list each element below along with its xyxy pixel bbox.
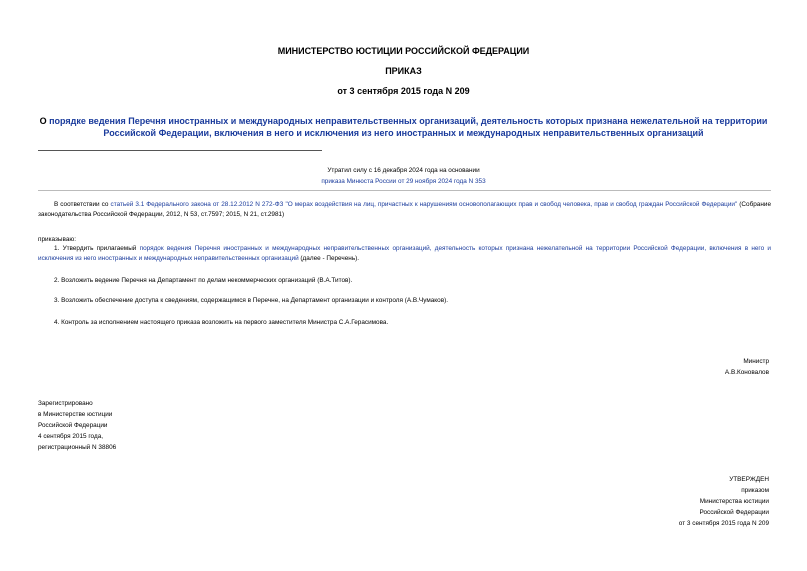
ministry-heading: МИНИСТЕРСТВО ЮСТИЦИИ РОССИЙСКОЙ ФЕДЕРАЦИИ (277, 46, 530, 56)
order-word: приказываю: (38, 236, 76, 243)
law-link[interactable]: статьей 3.1 Федерального закона от 28.12.2012 N 272-ФЗ "О мерах воздействия на лиц, причастных к нарушениям основополагающих прав и свобод человека, прав и свобод граждан Российской Федерации" (110, 201, 738, 208)
document-title (30, 115, 777, 139)
signature-block (725, 356, 769, 378)
signature-role: Министр (743, 358, 769, 365)
preamble-text-a: В соответствии со (54, 201, 111, 208)
item-1-text-a: 1. Утвердить прилагаемый (54, 245, 140, 252)
status-note (0, 165, 807, 187)
registration-line-2: в Министерстве юстиции (38, 411, 113, 418)
item-1-text-b: (далее - Перечень). (298, 255, 360, 262)
item-4-paragraph: 4. Контроль за исполнением настоящего приказа возложить на первого заместителя Министра С.А.Герасимова. (54, 319, 389, 326)
doc-date-heading: от 3 сентября 2015 года N 209 (337, 86, 470, 96)
title-link[interactable]: порядке ведения Перечня иностранных и международных неправительственных организаций, деятельность которых признана нежелательной на территории Российской Федерации, включения в него и исключения из него иностранных и международных неправительственных организаций (49, 116, 768, 138)
divider-short (38, 150, 322, 151)
preamble-text-b: (Собрание законодательства Российской Федерации, 2012, N 53, ст.7597; 2015, N 21, ст.2981) (38, 201, 772, 218)
procedure-link[interactable]: порядок ведения Перечня иностранных и международных неправительственных организаций, деятельность которых признана нежелательной на территории Российской Федерации, включения в него и исключения из него иностранных и международных неправительственных организаций (38, 245, 771, 262)
doc-type-heading: ПРИКАЗ (385, 66, 422, 76)
item-1-paragraph (38, 244, 771, 264)
title-prefix: О (39, 116, 50, 126)
registration-line-1: Зарегистрировано (38, 400, 93, 407)
divider-long (38, 190, 771, 191)
status-link[interactable]: приказа Минюста России от 29 ноября 2024 года N 353 (321, 178, 486, 185)
registration-block (38, 398, 116, 453)
approval-line-4: Российской Федерации (699, 509, 769, 516)
approval-line-1: УТВЕРЖДЕН (729, 476, 769, 483)
signature-name: А.В.Коновалов (724, 369, 769, 376)
approval-block (679, 474, 769, 529)
approval-line-3: Министерства юстиции (699, 498, 769, 505)
preamble-paragraph (38, 200, 771, 220)
approval-line-2: приказом (741, 487, 769, 494)
registration-line-5: регистрационный N 38806 (38, 444, 117, 451)
item-2-paragraph: 2. Возложить ведение Перечня на Департамент по делам некоммерческих организаций (В.А.Титов). (54, 277, 353, 284)
registration-line-3: Российской Федерации (38, 422, 108, 429)
approval-line-5: от 3 сентября 2015 года N 209 (678, 520, 769, 527)
item-3-paragraph: 3. Возложить обеспечение доступа к сведениям, содержащимся в Перечне, на Департамент организации и контроля (А.В.Чумаков). (54, 297, 448, 304)
status-line: Утратил силу с 16 декабря 2024 года на основании (327, 167, 480, 174)
registration-line-4: 4 сентября 2015 года, (38, 433, 104, 440)
